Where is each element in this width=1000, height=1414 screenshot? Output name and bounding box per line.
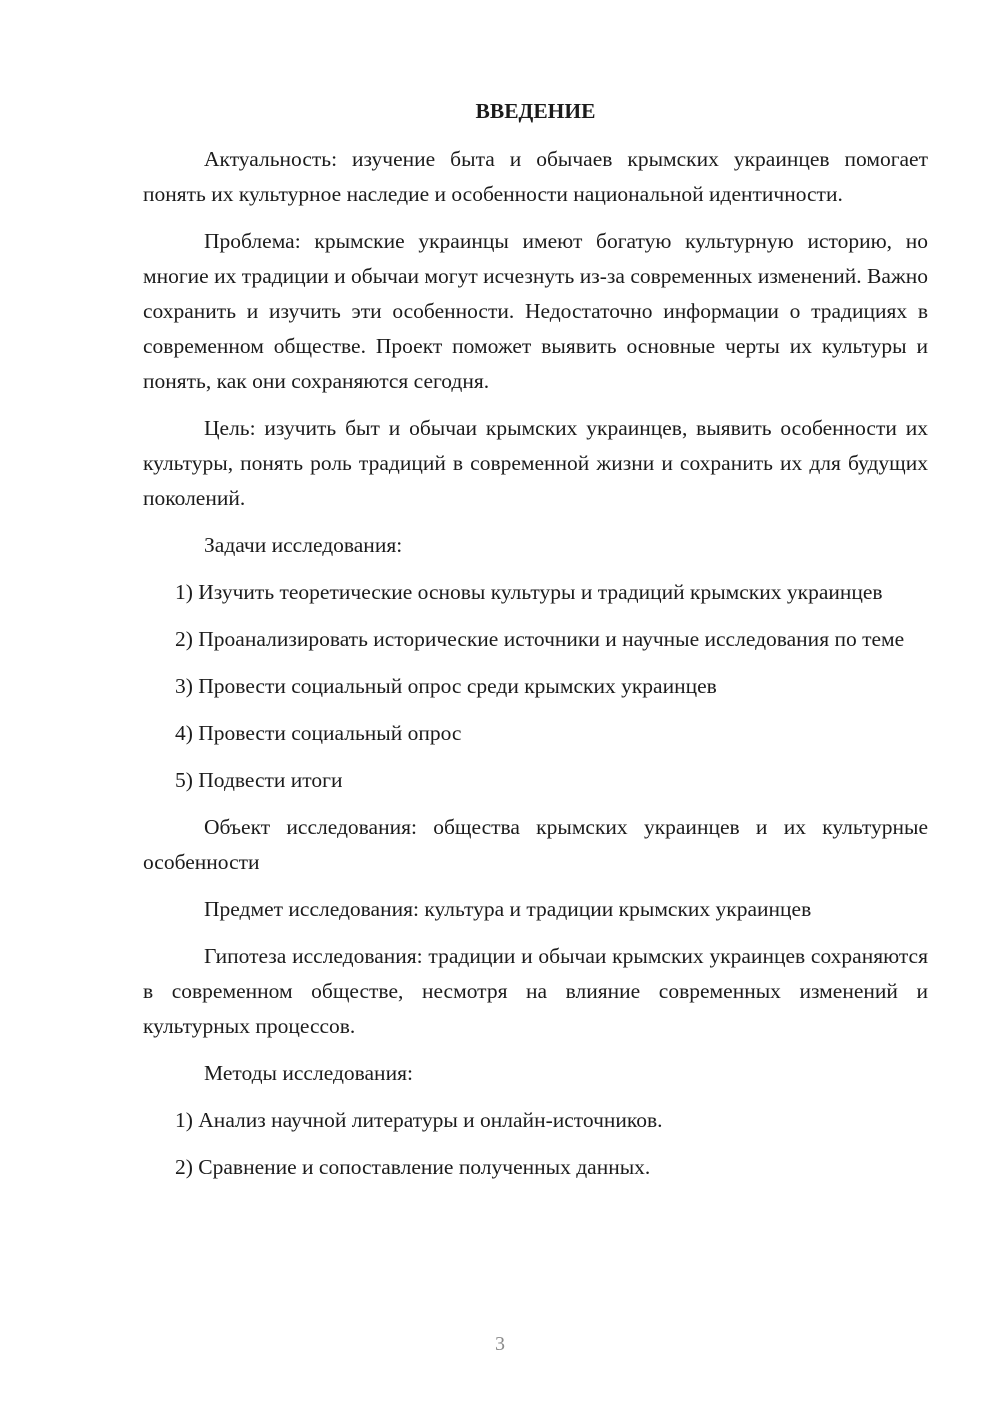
- goal-paragraph: Цель: изучить быт и обычаи крымских украинцев, выявить особенности их культуры, понять роль традиций в современной жизни и сохранить их для будущих поколений.: [143, 416, 928, 510]
- page-title: ВВЕДЕНИЕ: [475, 99, 596, 123]
- hypothesis-paragraph: Гипотеза исследования: традиции и обычаи крымских украинцев сохраняются в современном обществе, несмотря на влияние современных изменений и культурных процессов.: [143, 944, 928, 1038]
- methods-heading: Методы исследования:: [204, 1061, 413, 1085]
- method-item-1: 1) Анализ научной литературы и онлайн-источников.: [175, 1108, 663, 1132]
- page-number: 3: [495, 1333, 505, 1355]
- subject-paragraph: Предмет исследования: культура и традиции крымских украинцев: [204, 897, 812, 921]
- object-paragraph: Объект исследования: общества крымских украинцев и их культурные особенности: [143, 815, 928, 874]
- problem-paragraph: Проблема: крымские украинцы имеют богатую культурную историю, но многие их традиции и обычаи могут исчезнуть из-за современных изменений. Важно сохранить и изучить эти особенности. Недостаточно информации о традициях в современном обществе. Проект поможет выявить основные черты их культуры и понять, как они сохраняются сегодня.: [143, 229, 928, 393]
- task-item-4: 4) Провести социальный опрос: [175, 721, 462, 745]
- task-item-3: 3) Провести социальный опрос среди крымских украинцев: [175, 674, 717, 698]
- task-item-1: 1) Изучить теоретические основы культуры и традиций крымских украинцев: [175, 580, 883, 604]
- tasks-heading: Задачи исследования:: [204, 533, 403, 557]
- relevance-paragraph: Актуальность: изучение быта и обычаев крымских украинцев помогает понять их культурное наследие и особенности национальной идентичности.: [143, 147, 928, 206]
- document-page: [143, 96, 928, 1197]
- method-item-2: 2) Сравнение и сопоставление полученных данных.: [175, 1155, 651, 1179]
- task-item-2: 2) Проанализировать исторические источники и научные исследования по теме: [175, 627, 905, 651]
- task-item-5: 5) Подвести итоги: [175, 768, 343, 792]
